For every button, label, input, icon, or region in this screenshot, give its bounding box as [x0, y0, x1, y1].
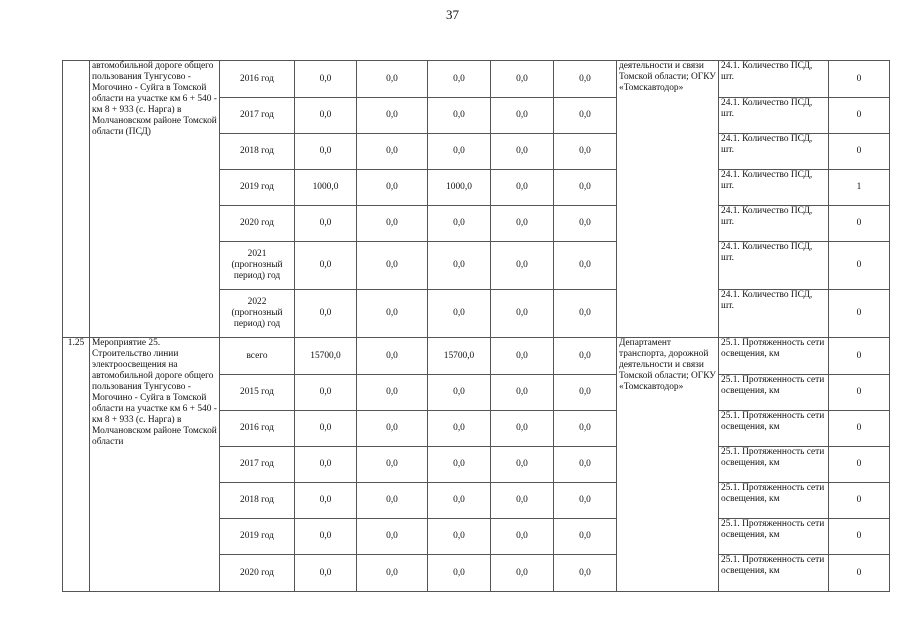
period-cell: 2018 год — [220, 134, 295, 170]
indicator-name: 24.1. Количество ПСД, шт. — [719, 242, 829, 290]
period-cell: 2019 год — [220, 170, 295, 206]
value-local: 0,0 — [491, 98, 554, 134]
table-body — [63, 61, 890, 592]
period-cell: 2015 год — [220, 375, 295, 411]
indicator-value: 0 — [829, 375, 890, 411]
value-total: 0,0 — [295, 61, 357, 98]
value-local: 0,0 — [491, 290, 554, 338]
value-regional: 15700,0 — [428, 338, 491, 375]
value-total: 15700,0 — [295, 338, 357, 375]
value-total: 0,0 — [295, 290, 357, 338]
measure-description: Мероприятие 25. Строительство линии электроосвещения на автомобильной дороге общего пользования Тунгусово - Могочино - Суйга в Томской области на участке км 6 + 540 - км 8 + 933 (с. Нарга) в Молчановском районе Томской области — [90, 338, 220, 592]
value-local: 0,0 — [491, 338, 554, 375]
period-cell: 2022 (прогнозный период) год — [220, 290, 295, 338]
value-other: 0,0 — [554, 206, 617, 242]
indicator-name: 24.1. Количество ПСД, шт. — [719, 134, 829, 170]
value-regional: 0,0 — [428, 98, 491, 134]
period-cell: 2021 (прогнозный период) год — [220, 242, 295, 290]
measure-description: автомобильной дороге общего пользования Тунгусово - Могочино - Суйга в Томской области на участке км 6 + 540 - км 8 + 933 (с. Нарга) в Молчановском районе Томской области (ПСД) — [90, 61, 220, 338]
value-total: 0,0 — [295, 519, 357, 555]
executor-cell: деятельности и связи Томской области; ОГКУ «Томскавтодор» — [617, 61, 719, 338]
value-total: 0,0 — [295, 242, 357, 290]
indicator-value: 0 — [829, 61, 890, 98]
indicator-value: 1 — [829, 170, 890, 206]
indicator-value: 0 — [829, 98, 890, 134]
value-other: 0,0 — [554, 98, 617, 134]
value-regional: 0,0 — [428, 206, 491, 242]
indicator-value: 0 — [829, 519, 890, 555]
period-cell: 2020 год — [220, 206, 295, 242]
value-regional: 0,0 — [428, 411, 491, 447]
value-federal: 0,0 — [357, 98, 428, 134]
value-regional: 0,0 — [428, 242, 491, 290]
value-other: 0,0 — [554, 519, 617, 555]
value-regional: 0,0 — [428, 375, 491, 411]
period-cell: 2016 год — [220, 411, 295, 447]
value-federal: 0,0 — [357, 61, 428, 98]
value-federal: 0,0 — [357, 134, 428, 170]
indicator-name: 25.1. Протяженность сети освещения, км — [719, 447, 829, 483]
indicator-value: 0 — [829, 206, 890, 242]
value-total: 1000,0 — [295, 170, 357, 206]
value-local: 0,0 — [491, 61, 554, 98]
value-other: 0,0 — [554, 134, 617, 170]
value-total: 0,0 — [295, 134, 357, 170]
value-other: 0,0 — [554, 375, 617, 411]
indicator-name: 24.1. Количество ПСД, шт. — [719, 170, 829, 206]
value-total: 0,0 — [295, 206, 357, 242]
value-regional: 0,0 — [428, 290, 491, 338]
item-number: 1.25 — [63, 338, 90, 592]
value-local: 0,0 — [491, 411, 554, 447]
value-local: 0,0 — [491, 134, 554, 170]
value-local: 0,0 — [491, 483, 554, 519]
value-local: 0,0 — [491, 555, 554, 592]
period-cell: 2019 год — [220, 519, 295, 555]
value-local: 0,0 — [491, 206, 554, 242]
period-cell: 2016 год — [220, 61, 295, 98]
value-total: 0,0 — [295, 447, 357, 483]
value-other: 0,0 — [554, 447, 617, 483]
value-regional: 1000,0 — [428, 170, 491, 206]
value-federal: 0,0 — [357, 375, 428, 411]
value-other: 0,0 — [554, 290, 617, 338]
indicator-value: 0 — [829, 242, 890, 290]
indicator-name: 24.1. Количество ПСД, шт. — [719, 98, 829, 134]
value-local: 0,0 — [491, 519, 554, 555]
executor-cell: Департамент транспорта, дорожной деятельности и связи Томской области; ОГКУ «Томскавтодор» — [617, 338, 719, 592]
value-other: 0,0 — [554, 61, 617, 98]
table-row — [63, 61, 890, 98]
page-number: 37 — [446, 7, 459, 22]
indicator-value: 0 — [829, 447, 890, 483]
value-federal: 0,0 — [357, 411, 428, 447]
value-total: 0,0 — [295, 555, 357, 592]
value-other: 0,0 — [554, 411, 617, 447]
value-other: 0,0 — [554, 338, 617, 375]
value-federal: 0,0 — [357, 170, 428, 206]
value-local: 0,0 — [491, 170, 554, 206]
indicator-value: 0 — [829, 483, 890, 519]
period-cell: 2017 год — [220, 447, 295, 483]
indicator-value: 0 — [829, 411, 890, 447]
value-other: 0,0 — [554, 555, 617, 592]
value-total: 0,0 — [295, 483, 357, 519]
value-federal: 0,0 — [357, 338, 428, 375]
indicator-name: 25.1. Протяженность сети освещения, км — [719, 411, 829, 447]
value-federal: 0,0 — [357, 290, 428, 338]
value-federal: 0,0 — [357, 519, 428, 555]
value-regional: 0,0 — [428, 447, 491, 483]
value-federal: 0,0 — [357, 483, 428, 519]
indicator-name: 25.1. Протяженность сети освещения, км — [719, 519, 829, 555]
value-local: 0,0 — [491, 375, 554, 411]
indicator-name: 25.1. Протяженность сети освещения, км — [719, 555, 829, 592]
value-other: 0,0 — [554, 242, 617, 290]
period-cell: всего — [220, 338, 295, 375]
indicator-name: 24.1. Количество ПСД, шт. — [719, 206, 829, 242]
program-table — [62, 60, 890, 592]
value-other: 0,0 — [554, 170, 617, 206]
value-regional: 0,0 — [428, 519, 491, 555]
value-total: 0,0 — [295, 375, 357, 411]
value-local: 0,0 — [491, 447, 554, 483]
value-regional: 0,0 — [428, 61, 491, 98]
period-cell: 2020 год — [220, 555, 295, 592]
indicator-name: 24.1. Количество ПСД, шт. — [719, 290, 829, 338]
indicator-value: 0 — [829, 338, 890, 375]
value-total: 0,0 — [295, 411, 357, 447]
table-row — [63, 338, 890, 375]
indicator-name: 25.1. Протяженность сети освещения, км — [719, 375, 829, 411]
indicator-name: 24.1. Количество ПСД, шт. — [719, 61, 829, 98]
value-total: 0,0 — [295, 98, 357, 134]
indicator-name: 25.1. Протяженность сети освещения, км — [719, 483, 829, 519]
period-cell: 2018 год — [220, 483, 295, 519]
value-local: 0,0 — [491, 242, 554, 290]
indicator-value: 0 — [829, 134, 890, 170]
value-regional: 0,0 — [428, 483, 491, 519]
value-federal: 0,0 — [357, 242, 428, 290]
value-federal: 0,0 — [357, 447, 428, 483]
value-federal: 0,0 — [357, 555, 428, 592]
value-regional: 0,0 — [428, 555, 491, 592]
value-other: 0,0 — [554, 483, 617, 519]
value-regional: 0,0 — [428, 134, 491, 170]
period-cell: 2017 год — [220, 98, 295, 134]
indicator-value: 0 — [829, 290, 890, 338]
indicator-name: 25.1. Протяженность сети освещения, км — [719, 338, 829, 375]
value-federal: 0,0 — [357, 206, 428, 242]
indicator-value: 0 — [829, 555, 890, 592]
item-number — [63, 61, 90, 338]
